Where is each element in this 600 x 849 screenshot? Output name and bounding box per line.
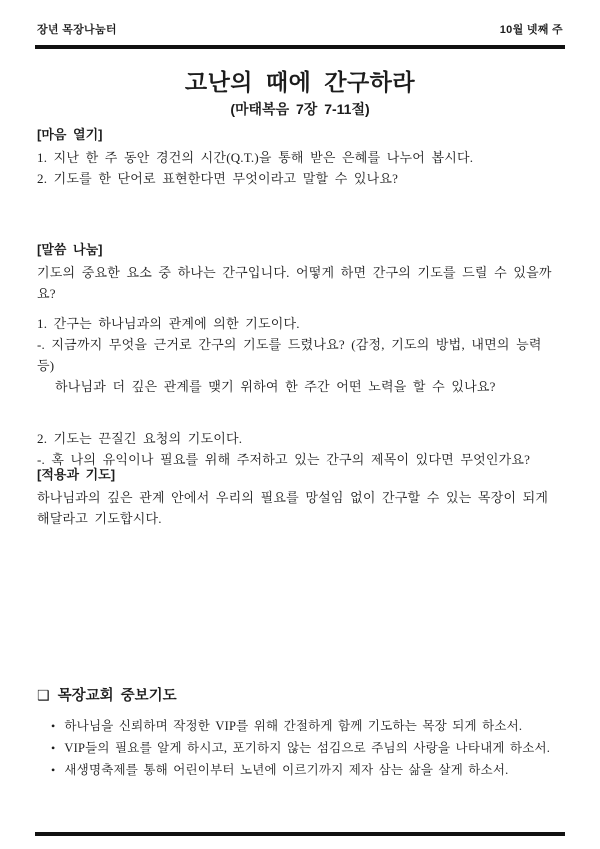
application-heading: [적용과 기도] (37, 467, 116, 482)
bullet-icon: • (51, 763, 56, 777)
intercession-heading-row (37, 684, 563, 705)
section-application-prayer (37, 466, 563, 529)
top-rule (35, 45, 565, 49)
scripture-reference: (마태복음 7장 7-11절) (230, 101, 370, 117)
point1-question-line2: 하나님과 더 깊은 관계를 맺기 위하여 한 주간 어떤 노력을 할 수 있나요? (55, 379, 496, 394)
list-item (51, 740, 563, 757)
point2-statement: 2. 기도는 끈질긴 요청의 기도이다. (37, 431, 243, 446)
opening-heading: [마음 열기] (37, 127, 103, 142)
sharing-heading: [말씀 나눔] (37, 242, 103, 257)
application-line-1: 하나님과의 깊은 관계 안에서 우리의 필요를 망설임 없이 간구할 수 있는 목장이 되게 (37, 490, 549, 505)
sharing-point-2 (37, 428, 563, 470)
list-item (51, 762, 563, 779)
sharing-intro: 기도의 중요한 요소 중 하나는 간구입니다. 어떻게 하면 간구의 기도를 드릴 수 있을까요? (37, 265, 552, 301)
page-header (37, 21, 563, 37)
page-title: 고난의 때에 간구하라 (184, 69, 416, 95)
intercession-list (37, 718, 563, 779)
bullet-icon: • (51, 741, 56, 755)
section-word-sharing (37, 241, 563, 470)
point2-question: -. 혹 나의 유익이나 필요를 위해 주저하고 있는 간구의 제목이 있다면 무엇인가요? (37, 452, 531, 467)
opening-question-1: 1. 지난 한 주 동안 경건의 시간(Q.T.)을 통해 받은 은혜를 나누어 봅시다. (37, 150, 474, 165)
sharing-point-1 (37, 313, 563, 397)
opening-question-2: 2. 기도를 한 단어로 표현한다면 무엇이라고 말할 수 있나요? (37, 171, 399, 186)
intercession-item-1: 하나님을 신뢰하며 작정한 VIP를 위해 간절하게 함께 기도하는 목장 되게 하소서. (64, 719, 523, 733)
intercession-item-3: 새생명축제를 통해 어린이부터 노년에 이르기까지 제자 삼는 삶을 살게 하소서. (64, 763, 509, 777)
point1-question-line1: -. 지금까지 무엇을 근거로 간구의 기도를 드렸나요? (감정, 기도의 방법, 내면의 능력 등) (37, 337, 542, 373)
checkbox-icon: ❑ (37, 686, 50, 703)
intercession-item-2: VIP들의 필요를 알게 하시고, 포기하지 않는 섬김으로 주님의 사랑을 나타내게 하소서. (64, 741, 551, 755)
intercession-heading-label: 목장교회 중보기도 (57, 688, 177, 704)
list-item (51, 718, 563, 735)
bottom-rule (35, 832, 565, 836)
point1-statement: 1. 간구는 하나님과의 관계에 의한 기도이다. (37, 316, 300, 331)
section-intercession (37, 684, 563, 784)
header-left-label: 장년 목장나눔터 (37, 24, 117, 36)
bullet-icon: • (51, 719, 56, 733)
application-line-2: 해달라고 기도합시다. (37, 511, 162, 526)
section-opening (37, 126, 563, 189)
header-week-label: 10월 넷째 주 (499, 24, 563, 36)
